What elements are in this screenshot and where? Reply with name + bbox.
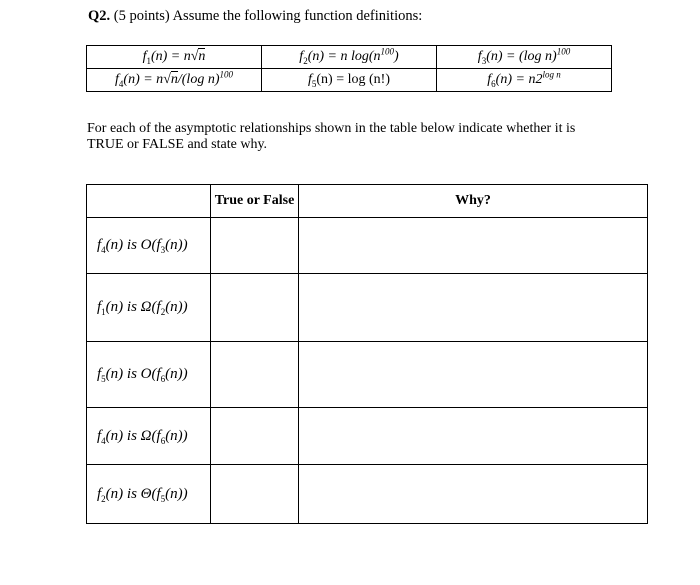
definition-f3: $f_3(n) = (\log$ n)$^{100}$	[437, 46, 612, 69]
instructions-text: For each of the asymptotic relationships shown in the table below indicate whether it is TRUE or FALSE and state why.	[87, 121, 576, 152]
function-definitions-table	[86, 45, 612, 92]
definition-f6: $f_6(n) = n2^{log n}$	[437, 69, 612, 92]
header-statement	[87, 185, 211, 218]
why-answer-cell[interactable]	[299, 218, 648, 274]
table-row	[87, 342, 648, 408]
definition-f1: $f_1(n) = n√n$	[87, 46, 262, 69]
why-answer-cell[interactable]	[299, 274, 648, 342]
relationship-statement: $f_5(n)$ is $O(f_6(n))$	[87, 342, 211, 408]
table-row	[87, 218, 648, 274]
definitions-row	[87, 46, 612, 69]
header-why: Why?	[299, 185, 648, 218]
sqrt-symbol: √n	[190, 49, 206, 64]
definition-f5: $f_5(n) = \log (n!)$	[262, 69, 437, 92]
why-answer-cell[interactable]	[299, 408, 648, 465]
definition-f2: $f_2(n) = n$ $\log(n^{100})$	[262, 46, 437, 69]
question-heading	[88, 8, 422, 25]
relationship-statement: $f_2(n)$ is $\Theta(f_5(n))$	[87, 465, 211, 524]
true-false-answer-cell[interactable]	[211, 465, 299, 524]
sqrt-symbol: √n	[163, 72, 178, 87]
definitions-row	[87, 69, 612, 92]
true-false-answer-cell[interactable]	[211, 342, 299, 408]
relationship-statement: $f_4(n)$ is $\Omega(f_6(n))$	[87, 408, 211, 465]
relationship-statement: $f_4(n)$ is $O(f_3(n))$	[87, 218, 211, 274]
table-row	[87, 408, 648, 465]
true-false-answer-cell[interactable]	[211, 274, 299, 342]
why-answer-cell[interactable]	[299, 465, 648, 524]
table-row	[87, 465, 648, 524]
question-number: Q2.	[88, 8, 111, 24]
relationship-statement: $f_1(n)$ is $\Omega(f_2(n))$	[87, 274, 211, 342]
definition-f4: $f_4(n) = n√n/(\log$ n)$^{100}$	[87, 69, 262, 92]
why-answer-cell[interactable]	[299, 342, 648, 408]
question-text: (5 points) Assume the following function definitions:	[113, 8, 423, 24]
header-true-or-false: True or False	[211, 185, 299, 218]
answers-header-row	[87, 185, 648, 218]
table-row	[87, 274, 648, 342]
asymptotic-answers-table	[86, 184, 648, 524]
true-false-answer-cell[interactable]	[211, 218, 299, 274]
true-false-answer-cell[interactable]	[211, 408, 299, 465]
